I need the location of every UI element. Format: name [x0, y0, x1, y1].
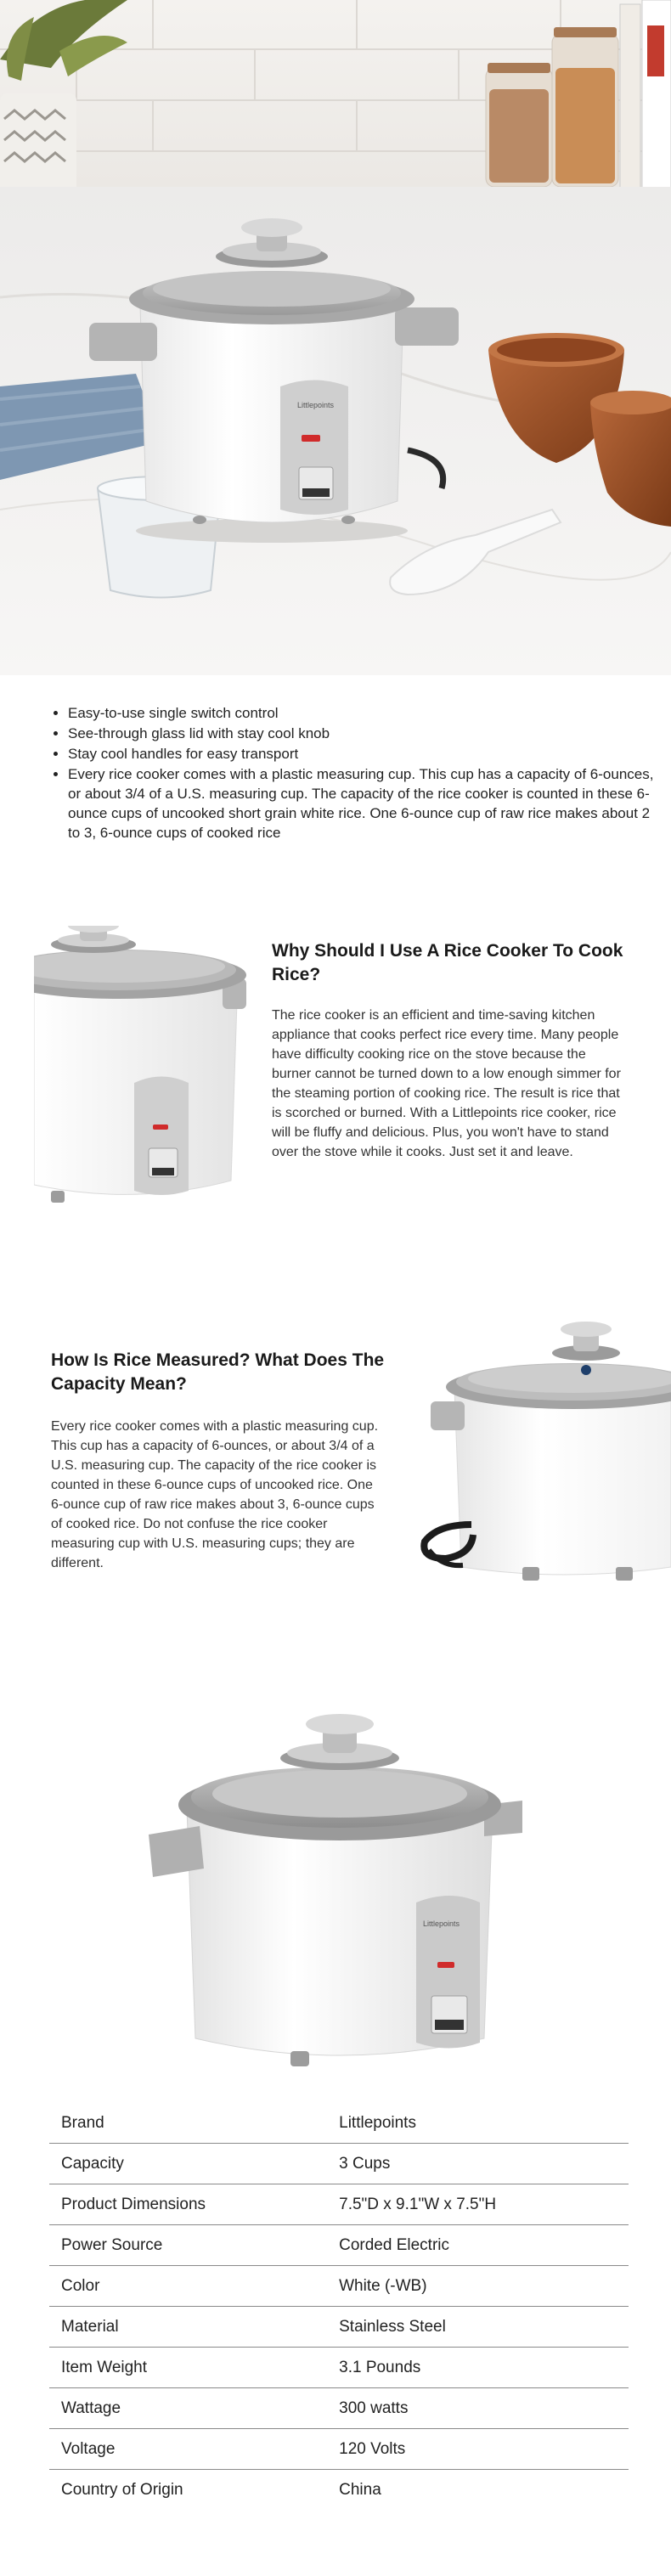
spec-label: Country of Origin	[61, 2480, 183, 2499]
table-row	[49, 2429, 629, 2470]
spec-label: Capacity	[49, 2144, 334, 2184]
feature-item: • Every rice cooker comes with a plastic measuring cup. This cup has a capacity of 6-ounces, or about 3/4 of a U.S. measuring cup. The capacity of the rice cooker is counted in these 6-ounce cups of uncooked short grain white rice. One 6-ounce cup of raw rice makes about 2 to 3, 6-ounce cups of cooked rice	[68, 764, 654, 843]
table-row	[49, 2225, 629, 2266]
spec-label: Power Source	[49, 2225, 334, 2266]
spec-value: 120 Volts	[334, 2429, 629, 2470]
spec-value: Stainless Steel	[334, 2307, 629, 2348]
table-row	[49, 2470, 629, 2511]
section-body: Every rice cooker comes with a plastic measuring cup. This cup has a capacity of 6-ounces, or about 3/4 of a U.S. measuring cup. The capacity of the rice cooker is counted in these 6-ounce cups of uncooked rice. One 6-ounce cup of raw rice makes about 3, 6-ounce cups of cooked rice. Do not confuse the rice cooker measuring cup with U.S. measuring cups; they are different.	[51, 1419, 379, 1570]
feature-list	[51, 703, 654, 843]
spec-value: 3.1 Pounds	[334, 2348, 629, 2388]
feature-item: • See-through glass lid with stay cool knob	[68, 724, 654, 743]
table-row	[49, 2307, 629, 2348]
section-title: How Is Rice Measured? What Does The Capacity Mean?	[51, 1350, 385, 1394]
rice-cooker-image-1	[34, 926, 246, 1215]
table-row	[49, 2348, 629, 2388]
section-why-rice-cooker	[272, 939, 624, 1162]
table-row	[49, 2266, 629, 2307]
spec-value: Littlepoints	[334, 2103, 629, 2144]
spec-label: Brand	[49, 2103, 334, 2144]
section-body: The rice cooker is an efficient and time-saving kitchen appliance that cooks perfect rice every time. Many people have difficulty cooking rice on the stove because the burner cannot be turned down to a low enough simmer for the steaming portion of cooking rice. The result is rice that is scorched or burned. With a Littlepoints rice cooker, rice will be fluffy and delicious. Plus, you won't have to stand over the stove while it cooks. Just set it and leave.	[272, 1008, 621, 1159]
table-row	[49, 2388, 629, 2429]
spec-label: Voltage	[49, 2429, 334, 2470]
product-brand-badge: Littlepoints	[423, 1919, 460, 1928]
spec-value: 3 Cups	[334, 2144, 629, 2184]
spec-value: 300 watts	[334, 2388, 629, 2429]
hero-product-photo	[0, 0, 671, 675]
spec-label: Wattage	[49, 2388, 334, 2429]
spec-label: Color	[49, 2266, 334, 2307]
feature-item: • Easy-to-use single switch control	[68, 703, 654, 723]
hero-brand-badge: Littlepoints	[297, 401, 335, 409]
table-row	[49, 2103, 629, 2144]
spec-label: Material	[49, 2307, 334, 2348]
spec-label: Product Dimensions	[49, 2184, 334, 2225]
table-row	[49, 2144, 629, 2184]
section-rice-measured	[51, 1349, 386, 1573]
rice-cooker-image-2	[420, 1312, 671, 1592]
spec-value: 7.5"D x 9.1"W x 7.5"H	[334, 2184, 629, 2225]
section-title: Why Should I Use A Rice Cooker To Cook Rice?	[272, 941, 623, 984]
table-row	[49, 2184, 629, 2225]
feature-item: • Stay cool handles for easy transport	[68, 744, 654, 764]
spec-value: Corded Electric	[334, 2225, 629, 2266]
spec-value: China	[339, 2480, 381, 2499]
spec-value: White (-WB)	[334, 2266, 629, 2307]
spec-table	[49, 2103, 629, 2510]
spec-label: Item Weight	[49, 2348, 334, 2388]
rice-cooker-image-3	[136, 1707, 535, 2072]
